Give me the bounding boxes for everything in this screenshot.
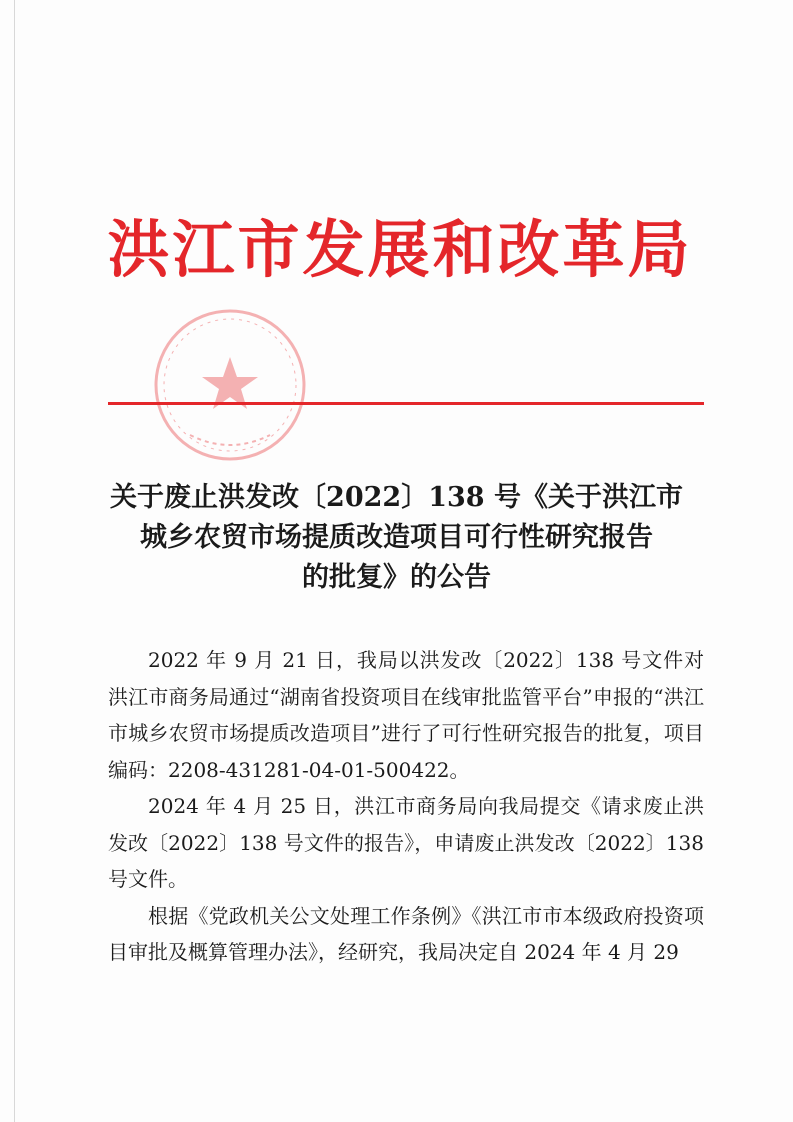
- page-edge-line: [14, 0, 15, 1122]
- body-paragraph: 2024 年 4 月 25 日，洪江市商务局向我局提交《请求废止洪发改〔2022〕138 号文件的报告》，申请废止洪发改〔2022〕138 号文件。: [108, 794, 704, 891]
- masthead-red-rule: [108, 402, 704, 405]
- masthead-org-name: 洪江市发展和改革局: [107, 213, 693, 286]
- title-line: 城乡农贸市场提质改造项目可行性研究报告: [140, 522, 653, 553]
- document-body: [108, 642, 704, 971]
- title-line: 的批复》的公告: [302, 562, 491, 593]
- body-paragraph: 根据《党政机关公文处理工作条例》《洪江市市本级政府投资项目审批及概算管理办法》，经研究，我局决定自 2024 年 4 月 29: [108, 903, 704, 964]
- body-paragraph: 2022 年 9 月 21 日，我局以洪发改〔2022〕138 号文件对洪江市商务局通过“湖南省投资项目在线审批监管平台”申报的“洪江市城乡农贸市场提质改造项目”进行了可行性研究报告的批复，项目编码：2208-431281-04-01-500422。: [108, 648, 704, 782]
- document-title: [100, 478, 693, 598]
- official-seal-star-icon: [150, 305, 310, 465]
- title-line: 关于废止洪发改〔2022〕138 号《关于洪江市: [110, 482, 683, 513]
